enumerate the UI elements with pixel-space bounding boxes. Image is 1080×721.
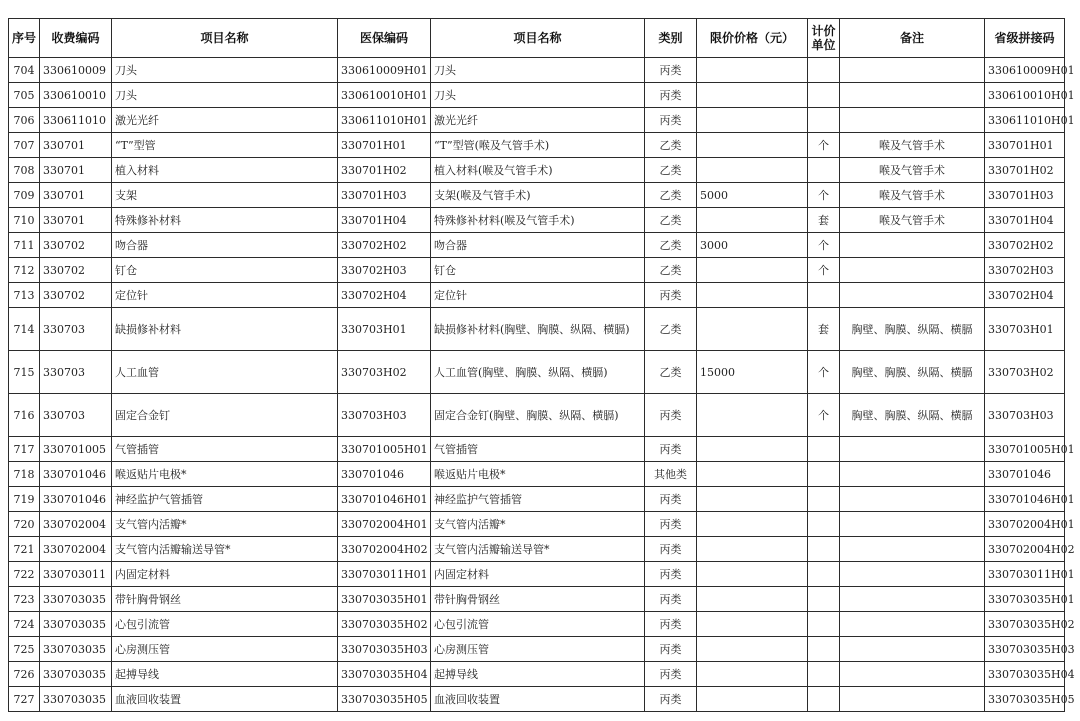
cell-price-limit: 5000: [697, 183, 808, 208]
cell-insurance-item-name: 植入材料(喉及气管手术): [431, 158, 645, 183]
cell-provincial-code: 330703035H02: [985, 612, 1065, 637]
cell-price-limit: [697, 58, 808, 83]
table-row: [9, 83, 1065, 108]
cell-insurance-code: 330703011H01: [338, 562, 431, 587]
cell-insurance-code: 330610010H01: [338, 83, 431, 108]
cell-item-name: 喉返贴片电极*: [112, 462, 338, 487]
cell-insurance-item-name: 固定合金钉(胸壁、胸膜、纵隔、横膈): [431, 394, 645, 437]
header-seq: 序号: [9, 19, 40, 58]
cell-unit: [808, 58, 840, 83]
cell-insurance-item-name: 心包引流管: [431, 612, 645, 637]
cell-item-name: 支气管内活瓣输送导管*: [112, 537, 338, 562]
cell-seq: 708: [9, 158, 40, 183]
cell-note: [840, 512, 985, 537]
cell-category: 丙类: [645, 662, 697, 687]
cell-unit: [808, 83, 840, 108]
cell-seq: 727: [9, 687, 40, 712]
cell-provincial-code: 330701046: [985, 462, 1065, 487]
cell-item-name: 血液回收装置: [112, 687, 338, 712]
cell-charge-code: 330703035: [40, 612, 112, 637]
cell-category: 丙类: [645, 283, 697, 308]
cell-insurance-code: 330703035H05: [338, 687, 431, 712]
cell-provincial-code: 330701046H01: [985, 487, 1065, 512]
table-row: [9, 462, 1065, 487]
cell-note: [840, 612, 985, 637]
table-row: [9, 308, 1065, 351]
cell-item-name: 激光光纤: [112, 108, 338, 133]
cell-note: [840, 462, 985, 487]
cell-item-name: 特殊修补材料: [112, 208, 338, 233]
cell-charge-code: 330702: [40, 233, 112, 258]
cell-price-limit: [697, 537, 808, 562]
table-row: [9, 133, 1065, 158]
cell-seq: 709: [9, 183, 40, 208]
cell-price-limit: [697, 394, 808, 437]
cell-insurance-code: 330703035H03: [338, 637, 431, 662]
cell-provincial-code: 330703035H01: [985, 587, 1065, 612]
table-body: [9, 58, 1075, 712]
cell-seq: 704: [9, 58, 40, 83]
cell-insurance-code: 330701H04: [338, 208, 431, 233]
cell-note: [840, 637, 985, 662]
cell-charge-code: 330703: [40, 394, 112, 437]
cell-provincial-code: 330703035H04: [985, 662, 1065, 687]
cell-provincial-code: 330703H01: [985, 308, 1065, 351]
header-insurance-code: 医保编码: [338, 19, 431, 58]
table-row: [9, 437, 1065, 462]
cell-charge-code: 330611010: [40, 108, 112, 133]
table-row: [9, 394, 1065, 437]
cell-charge-code: 330703011: [40, 562, 112, 587]
cell-item-name: 心房测压管: [112, 637, 338, 662]
cell-unit: [808, 562, 840, 587]
table-row: [9, 351, 1065, 394]
cell-item-name: 神经监护气管插管: [112, 487, 338, 512]
cell-price-limit: [697, 512, 808, 537]
cell-seq: 725: [9, 637, 40, 662]
cell-provincial-code: 330703H03: [985, 394, 1065, 437]
header-unit: 计价单位: [808, 19, 840, 58]
cell-charge-code: 330701: [40, 133, 112, 158]
cell-note: [840, 83, 985, 108]
cell-insurance-code: 330701H01: [338, 133, 431, 158]
cell-insurance-item-name: 血液回收装置: [431, 687, 645, 712]
table-row: [9, 587, 1065, 612]
cell-unit: [808, 108, 840, 133]
header-price-limit: 限价价格（元）: [697, 19, 808, 58]
table-row: [9, 233, 1065, 258]
cell-insurance-code: 330703035H04: [338, 662, 431, 687]
cell-item-name: 植入材料: [112, 158, 338, 183]
cell-category: 丙类: [645, 83, 697, 108]
cell-insurance-code: 330703H01: [338, 308, 431, 351]
cell-unit: [808, 437, 840, 462]
cell-unit: 个: [808, 183, 840, 208]
cell-insurance-item-name: 刀头: [431, 83, 645, 108]
table-row: [9, 58, 1065, 83]
cell-category: 丙类: [645, 437, 697, 462]
cell-note: [840, 662, 985, 687]
cell-insurance-code: 330701H02: [338, 158, 431, 183]
cell-note: 胸壁、胸膜、纵隔、横膈: [840, 394, 985, 437]
cell-seq: 712: [9, 258, 40, 283]
cell-note: [840, 537, 985, 562]
cell-note: [840, 58, 985, 83]
cell-insurance-code: 330611010H01: [338, 108, 431, 133]
cell-charge-code: 330703035: [40, 687, 112, 712]
cell-price-limit: [697, 158, 808, 183]
table-row: [9, 537, 1065, 562]
cell-price-limit: [697, 687, 808, 712]
cell-category: 乙类: [645, 258, 697, 283]
table-row: [9, 562, 1065, 587]
cell-price-limit: [697, 612, 808, 637]
cell-provincial-code: 330702004H02: [985, 537, 1065, 562]
cell-insurance-code: 330702H03: [338, 258, 431, 283]
cell-insurance-item-name: 心房测压管: [431, 637, 645, 662]
cell-insurance-code: 330701005H01: [338, 437, 431, 462]
cell-note: 喉及气管手术: [840, 183, 985, 208]
cell-seq: 726: [9, 662, 40, 687]
cell-price-limit: 15000: [697, 351, 808, 394]
cell-seq: 707: [9, 133, 40, 158]
cell-charge-code: 330610009: [40, 58, 112, 83]
cell-provincial-code: 330701H02: [985, 158, 1065, 183]
cell-insurance-item-name: 气管插管: [431, 437, 645, 462]
cell-unit: [808, 537, 840, 562]
cell-insurance-code: 330701046H01: [338, 487, 431, 512]
cell-price-limit: [697, 83, 808, 108]
table-row: [9, 637, 1065, 662]
cell-note: [840, 108, 985, 133]
cell-unit: 套: [808, 208, 840, 233]
cell-unit: 个: [808, 233, 840, 258]
cell-unit: [808, 612, 840, 637]
cell-category: 丙类: [645, 58, 697, 83]
cell-seq: 720: [9, 512, 40, 537]
cell-charge-code: 330703035: [40, 662, 112, 687]
cell-charge-code: 330702: [40, 283, 112, 308]
cell-item-name: 气管插管: [112, 437, 338, 462]
cell-provincial-code: 330703035H03: [985, 637, 1065, 662]
cell-seq: 716: [9, 394, 40, 437]
cell-charge-code: 330703035: [40, 587, 112, 612]
cell-insurance-code: 330702004H02: [338, 537, 431, 562]
cell-insurance-item-name: 人工血管(胸壁、胸膜、纵隔、横膈): [431, 351, 645, 394]
cell-price-limit: [697, 308, 808, 351]
cell-category: 丙类: [645, 487, 697, 512]
cell-insurance-item-name: 起搏导线: [431, 662, 645, 687]
cell-price-limit: [697, 637, 808, 662]
cell-insurance-item-name: “T”型管(喉及气管手术): [431, 133, 645, 158]
cell-insurance-item-name: 喉返贴片电极*: [431, 462, 645, 487]
cell-unit: [808, 587, 840, 612]
cell-insurance-item-name: 神经监护气管插管: [431, 487, 645, 512]
cell-category: 乙类: [645, 233, 697, 258]
cell-category: 丙类: [645, 512, 697, 537]
cell-unit: [808, 487, 840, 512]
cell-unit: [808, 637, 840, 662]
table-row: [9, 687, 1065, 712]
cell-seq: 714: [9, 308, 40, 351]
cell-unit: 个: [808, 258, 840, 283]
cell-insurance-code: 330702H04: [338, 283, 431, 308]
cell-unit: [808, 512, 840, 537]
cell-price-limit: [697, 662, 808, 687]
header-row: [9, 19, 1065, 58]
cell-category: 乙类: [645, 308, 697, 351]
price-table-container: [8, 18, 1075, 712]
table-row: [9, 512, 1065, 537]
cell-insurance-item-name: 钉仓: [431, 258, 645, 283]
cell-provincial-code: 330611010H01: [985, 108, 1065, 133]
cell-seq: 713: [9, 283, 40, 308]
cell-charge-code: 330701046: [40, 462, 112, 487]
table-row: [9, 158, 1065, 183]
cell-price-limit: [697, 587, 808, 612]
cell-unit: 套: [808, 308, 840, 351]
cell-note: [840, 687, 985, 712]
cell-insurance-item-name: 带针胸骨钢丝: [431, 587, 645, 612]
cell-insurance-item-name: 支气管内活瓣输送导管*: [431, 537, 645, 562]
cell-insurance-item-name: 支气管内活瓣*: [431, 512, 645, 537]
cell-provincial-code: 330702004H01: [985, 512, 1065, 537]
cell-category: 其他类: [645, 462, 697, 487]
cell-price-limit: [697, 562, 808, 587]
header-charge-code: 收费编码: [40, 19, 112, 58]
cell-seq: 717: [9, 437, 40, 462]
cell-insurance-code: 330703H03: [338, 394, 431, 437]
cell-category: 丙类: [645, 637, 697, 662]
cell-item-name: 刀头: [112, 58, 338, 83]
cell-insurance-item-name: 特殊修补材料(喉及气管手术): [431, 208, 645, 233]
cell-seq: 715: [9, 351, 40, 394]
cell-unit: [808, 687, 840, 712]
cell-seq: 711: [9, 233, 40, 258]
cell-insurance-code: 330701H03: [338, 183, 431, 208]
cell-charge-code: 330701: [40, 158, 112, 183]
cell-item-name: 定位针: [112, 283, 338, 308]
cell-provincial-code: 330701005H01: [985, 437, 1065, 462]
price-table: [8, 18, 1075, 712]
cell-insurance-code: 330702004H01: [338, 512, 431, 537]
cell-note: [840, 233, 985, 258]
cell-item-name: 人工血管: [112, 351, 338, 394]
cell-price-limit: [697, 133, 808, 158]
cell-category: 乙类: [645, 183, 697, 208]
cell-seq: 718: [9, 462, 40, 487]
cell-insurance-code: 330701046: [338, 462, 431, 487]
cell-charge-code: 330701046: [40, 487, 112, 512]
cell-note: 喉及气管手术: [840, 208, 985, 233]
table-row: [9, 108, 1065, 133]
cell-item-name: 刀头: [112, 83, 338, 108]
cell-provincial-code: 330702H02: [985, 233, 1065, 258]
cell-category: 乙类: [645, 208, 697, 233]
cell-item-name: 心包引流管: [112, 612, 338, 637]
cell-price-limit: [697, 258, 808, 283]
cell-provincial-code: 330703035H05: [985, 687, 1065, 712]
cell-insurance-code: 330702H02: [338, 233, 431, 258]
header-provincial-code: 省级拼接码: [985, 19, 1065, 58]
cell-item-name: 吻合器: [112, 233, 338, 258]
cell-seq: 706: [9, 108, 40, 133]
cell-charge-code: 330701: [40, 183, 112, 208]
cell-category: 乙类: [645, 133, 697, 158]
table-row: [9, 258, 1065, 283]
cell-note: [840, 258, 985, 283]
cell-seq: 721: [9, 537, 40, 562]
cell-provincial-code: 330701H04: [985, 208, 1065, 233]
cell-charge-code: 330702004: [40, 512, 112, 537]
cell-unit: 个: [808, 133, 840, 158]
cell-insurance-code: 330703035H02: [338, 612, 431, 637]
cell-category: 丙类: [645, 108, 697, 133]
cell-category: 丙类: [645, 587, 697, 612]
cell-note: 胸壁、胸膜、纵隔、横膈: [840, 308, 985, 351]
header-category: 类别: [645, 19, 697, 58]
cell-price-limit: [697, 283, 808, 308]
cell-provincial-code: 330610009H01: [985, 58, 1065, 83]
cell-category: 丙类: [645, 687, 697, 712]
cell-price-limit: [697, 462, 808, 487]
cell-note: 喉及气管手术: [840, 133, 985, 158]
cell-item-name: 起搏导线: [112, 662, 338, 687]
cell-item-name: 钉仓: [112, 258, 338, 283]
table-row: [9, 662, 1065, 687]
cell-item-name: 支气管内活瓣*: [112, 512, 338, 537]
table-row: [9, 612, 1065, 637]
cell-note: [840, 562, 985, 587]
cell-unit: 个: [808, 351, 840, 394]
cell-provincial-code: 330702H04: [985, 283, 1065, 308]
cell-insurance-code: 330610009H01: [338, 58, 431, 83]
cell-seq: 724: [9, 612, 40, 637]
cell-price-limit: 3000: [697, 233, 808, 258]
cell-provincial-code: 330702H03: [985, 258, 1065, 283]
cell-note: [840, 283, 985, 308]
cell-price-limit: [697, 108, 808, 133]
cell-insurance-item-name: 激光光纤: [431, 108, 645, 133]
cell-item-name: “T”型管: [112, 133, 338, 158]
cell-insurance-code: 330703H02: [338, 351, 431, 394]
cell-seq: 722: [9, 562, 40, 587]
cell-provincial-code: 330701H01: [985, 133, 1065, 158]
table-row: [9, 283, 1065, 308]
cell-note: 胸壁、胸膜、纵隔、横膈: [840, 351, 985, 394]
cell-insurance-item-name: 内固定材料: [431, 562, 645, 587]
cell-seq: 705: [9, 83, 40, 108]
cell-category: 丙类: [645, 394, 697, 437]
cell-category: 乙类: [645, 158, 697, 183]
cell-provincial-code: 330701H03: [985, 183, 1065, 208]
cell-category: 丙类: [645, 562, 697, 587]
table-row: [9, 487, 1065, 512]
cell-note: [840, 487, 985, 512]
cell-charge-code: 330703: [40, 308, 112, 351]
cell-charge-code: 330610010: [40, 83, 112, 108]
cell-unit: 个: [808, 394, 840, 437]
cell-category: 乙类: [645, 351, 697, 394]
cell-insurance-item-name: 支架(喉及气管手术): [431, 183, 645, 208]
cell-note: [840, 437, 985, 462]
cell-provincial-code: 330703011H01: [985, 562, 1065, 587]
header-item-name: 项目名称: [112, 19, 338, 58]
cell-insurance-item-name: 刀头: [431, 58, 645, 83]
cell-unit: [808, 158, 840, 183]
cell-item-name: 支架: [112, 183, 338, 208]
cell-price-limit: [697, 208, 808, 233]
cell-note: [840, 587, 985, 612]
cell-charge-code: 330701: [40, 208, 112, 233]
header-insurance-item-name: 项目名称: [431, 19, 645, 58]
cell-unit: [808, 462, 840, 487]
cell-category: 丙类: [645, 612, 697, 637]
cell-note: 喉及气管手术: [840, 158, 985, 183]
header-note: 备注: [840, 19, 985, 58]
cell-seq: 723: [9, 587, 40, 612]
cell-seq: 710: [9, 208, 40, 233]
cell-price-limit: [697, 437, 808, 462]
cell-charge-code: 330703035: [40, 637, 112, 662]
cell-unit: [808, 283, 840, 308]
table-row: [9, 183, 1065, 208]
cell-price-limit: [697, 487, 808, 512]
cell-charge-code: 330703: [40, 351, 112, 394]
cell-item-name: 固定合金钉: [112, 394, 338, 437]
cell-item-name: 带针胸骨钢丝: [112, 587, 338, 612]
cell-insurance-item-name: 吻合器: [431, 233, 645, 258]
cell-item-name: 缺损修补材料: [112, 308, 338, 351]
cell-provincial-code: 330610010H01: [985, 83, 1065, 108]
cell-charge-code: 330701005: [40, 437, 112, 462]
cell-charge-code: 330702: [40, 258, 112, 283]
cell-item-name: 内固定材料: [112, 562, 338, 587]
table-row: [9, 208, 1065, 233]
cell-insurance-item-name: 定位针: [431, 283, 645, 308]
cell-insurance-code: 330703035H01: [338, 587, 431, 612]
cell-seq: 719: [9, 487, 40, 512]
cell-provincial-code: 330703H02: [985, 351, 1065, 394]
cell-charge-code: 330702004: [40, 537, 112, 562]
cell-category: 丙类: [645, 537, 697, 562]
cell-unit: [808, 662, 840, 687]
cell-insurance-item-name: 缺损修补材料(胸壁、胸膜、纵隔、横膈): [431, 308, 645, 351]
